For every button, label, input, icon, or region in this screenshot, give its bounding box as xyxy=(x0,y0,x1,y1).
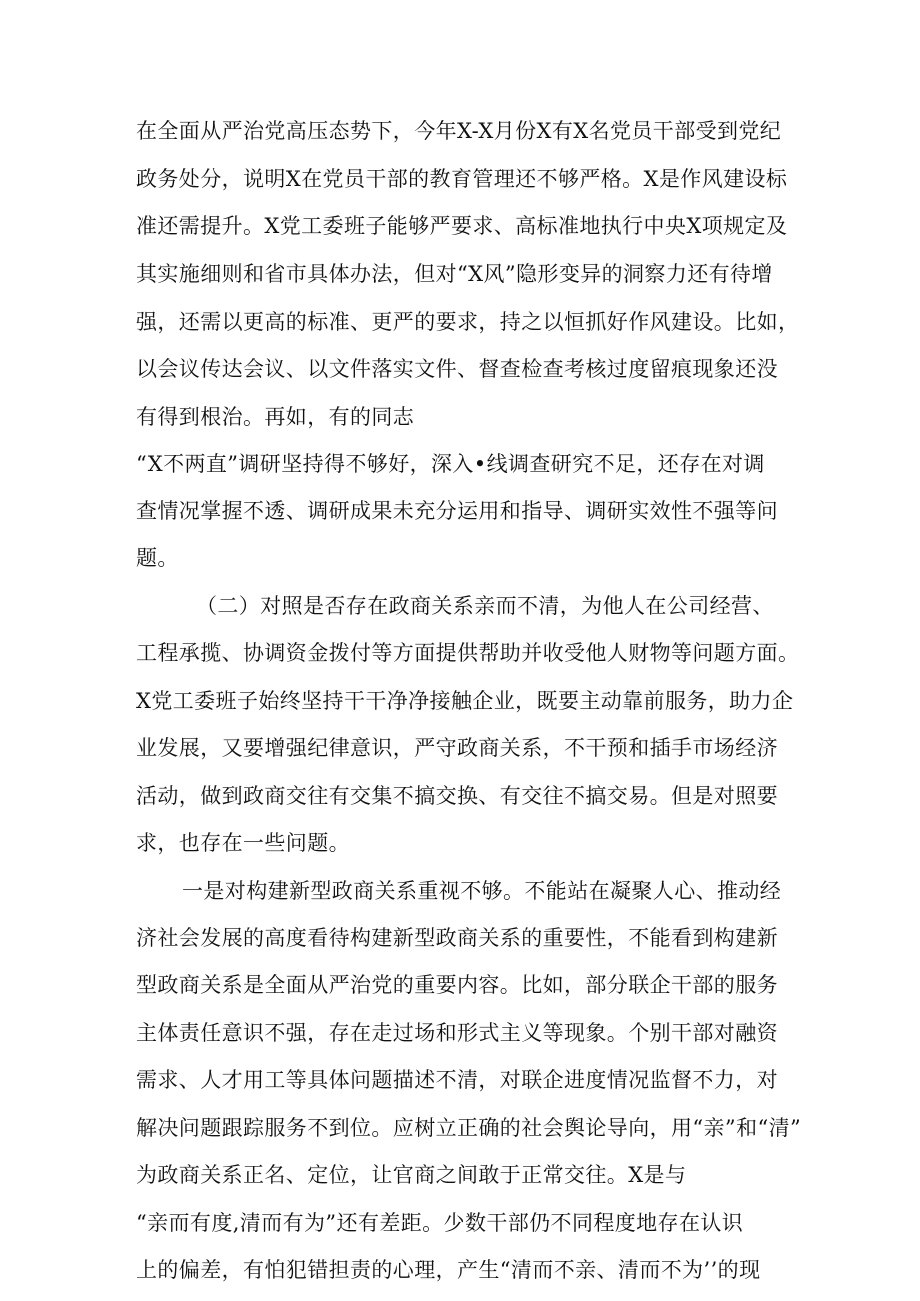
text-line-15: 活动，做到政商交往有交集不搞交换、有交往不搞交易。但是对照要 xyxy=(136,784,778,808)
point-one-heading: 一是对构建新型政商关系重视不够。不能站在凝聚人心、推动经 xyxy=(182,879,782,903)
section-heading-2: （二）对照是否存在政商关系亲而不清，为他人在公司经营、 xyxy=(196,594,774,618)
text-line-20: 主体责任意识不强，存在走过场和形式主义等现象。个别干部对融资 xyxy=(136,1021,778,1045)
text-line-24: “亲而有度,清而有为”还有差距。少数干部仍不同程度地存在认识 xyxy=(136,1211,744,1235)
text-line-4: 其实施细则和省市具体办法，但对“X风”隐形变异的洞察力还有待增 xyxy=(136,262,773,286)
text-line-7: 有得到根治。再如，有的同志 xyxy=(136,405,415,429)
text-line-3: 准还需提升。X党工委班子能够严要求、高标准地执行中央X项规定及 xyxy=(136,214,788,238)
text-line-2: 政务处分，说明X在党员干部的教育管理还不够严格。X是作风建设标 xyxy=(136,167,788,191)
text-line-8: “X不两直”调研坚持得不够好，深入•线调查研究不足，还存在对调 xyxy=(136,452,765,476)
text-line-19: 型政商关系是全面从严治党的重要内容。比如，部分联企干部的服务 xyxy=(136,973,778,997)
text-line-6: 以会议传达会议、以文件落实文件、督查检查考核过度留痕现象还没 xyxy=(136,357,778,381)
text-line-23: 为政商关系正名、定位，让官商之间敢于正常交往。X是与 xyxy=(136,1163,687,1187)
text-line-13: X党工委班子始终坚持干干净净接触企业，既要主动靠前服务，助力企 xyxy=(136,689,794,713)
text-line-16: 求，也存在一些问题。 xyxy=(136,831,350,855)
text-line-14: 业发展，又要增强纪律意识，严守政商关系，不干预和插手市场经济 xyxy=(136,736,778,760)
text-line-25: 上的偏差，有怕犯错担责的心理，产生“清而不亲、清而不为’’的现 xyxy=(136,1258,761,1282)
text-line-5: 强，还需以更高的标准、更严的要求，持之以恒抓好作风建设。比如， xyxy=(136,310,800,334)
text-line-1: 在全面从严治党高压态势下，今年X-X月份X有X名党员干部受到党纪 xyxy=(136,119,782,143)
text-line-21: 需求、人才用工等具体问题描述不清，对联企进度情况监督不力，对 xyxy=(136,1068,778,1092)
text-line-9: 查情况掌握不透、调研成果未充分运用和指导、调研实效性不强等问 xyxy=(136,499,778,523)
text-line-22: 解决问题跟踪服务不到位。应树立正确的社会舆论导向，用“亲”和“清” xyxy=(136,1116,802,1140)
text-line-12: 工程承揽、协调资金拨付等方面提供帮助并收受他人财物等问题方面。 xyxy=(136,641,800,665)
text-line-10: 题。 xyxy=(136,546,179,570)
text-line-18: 济社会发展的高度看待构建新型政商关系的重要性，不能看到构建新 xyxy=(136,926,778,950)
